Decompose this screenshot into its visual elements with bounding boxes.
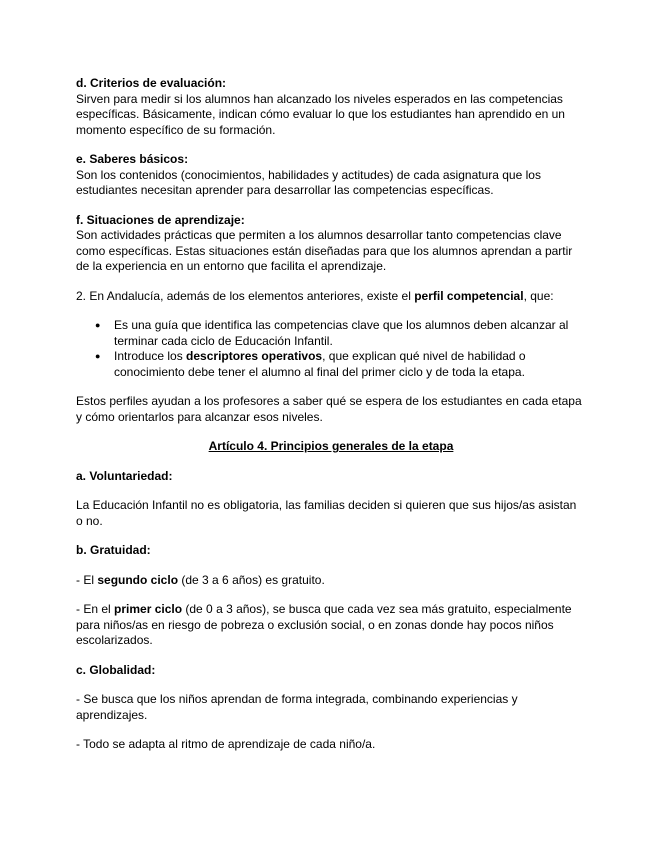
- bullet-list: [76, 318, 586, 380]
- section-heading: b. Gratuidad:: [76, 543, 151, 557]
- section-heading: e. Saberes básicos:: [76, 152, 189, 166]
- list-item: [114, 318, 586, 349]
- andalucia-closing: Estos perfiles ayudan a los profesores a saber qué se espera de los estudiantes en cada etapa y cómo orientarlos para alcanzar esos niveles.: [76, 394, 582, 424]
- section-saberes: [76, 152, 586, 199]
- text-run: Es una guía que identifica las competencias clave que los alumnos deben alcanzar al terminar cada ciclo de Educación Infantil.: [114, 318, 569, 348]
- section-criterios: [76, 76, 586, 138]
- section-body: La Educación Infantil no es obligatoria, las familias deciden si quieren que sus hijos/as asistan o no.: [76, 498, 577, 528]
- text-run: - En el: [76, 602, 115, 616]
- bold-term: descriptores operativos: [186, 349, 323, 363]
- article-title: Artículo 4. Principios generales de la etapa: [208, 439, 454, 453]
- list-item: [114, 349, 586, 380]
- section-heading: c. Globalidad:: [76, 662, 156, 677]
- text-run: (de 0 a 3 años), se busca que cada vez sea más gratuito, especialmente para niños/as en riesgo de pobreza o exclusión social, o en zonas donde hay pocos niños escolarizados.: [76, 602, 572, 647]
- andalucia-intro: [76, 289, 586, 305]
- section-body: Son actividades prácticas que permiten a los alumnos desarrollar tanto competencias clave como específicas. Estas situaciones están diseñadas para que los alumnos aprendan a partir de la experiencia en un entorno que facilita el aprendizaje.: [76, 228, 573, 273]
- bold-term: perfil competencial: [414, 288, 524, 303]
- paragraph: [76, 573, 586, 589]
- text-run: , que:: [523, 288, 554, 303]
- bold-term: segundo ciclo: [97, 572, 179, 587]
- section-body: Son los contenidos (conocimientos, habilidades y actitudes) de cada asignatura que los estudiantes necesitan aprender para desarrollar las competencias específicas.: [76, 167, 541, 197]
- text-run: , que explican qué nivel de habilidad o conocimiento debe tener el alumno al final del primer ciclo y de toda la etapa.: [114, 349, 526, 379]
- section-heading: f. Situaciones de aprendizaje:: [76, 212, 245, 227]
- section-heading: a. Voluntariedad:: [76, 468, 173, 483]
- text-run: - El: [76, 572, 98, 587]
- document-page: [76, 76, 586, 753]
- text-run: 2. En Andalucía, además de los elementos anteriores, existe el: [76, 288, 415, 303]
- section-situaciones: [76, 213, 586, 275]
- paragraph: [76, 602, 586, 649]
- paragraph: - Todo se adapta al ritmo de aprendizaje de cada niño/a.: [76, 737, 376, 751]
- paragraph: - Se busca que los niños aprendan de forma integrada, combinando experiencias y aprendizajes.: [76, 692, 518, 722]
- bold-term: primer ciclo: [114, 602, 183, 616]
- text-run: (de 3 a 6 años) es gratuito.: [178, 572, 325, 587]
- text-run: Introduce los: [114, 349, 187, 363]
- section-body: Sirven para medir si los alumnos han alcanzado los niveles esperados en las competencias específicas. Básicamente, indican cómo evaluar lo que los estudiantes han aprendido en un momento específico de su formación.: [76, 91, 565, 137]
- section-heading: d. Criterios de evaluación:: [76, 76, 227, 90]
